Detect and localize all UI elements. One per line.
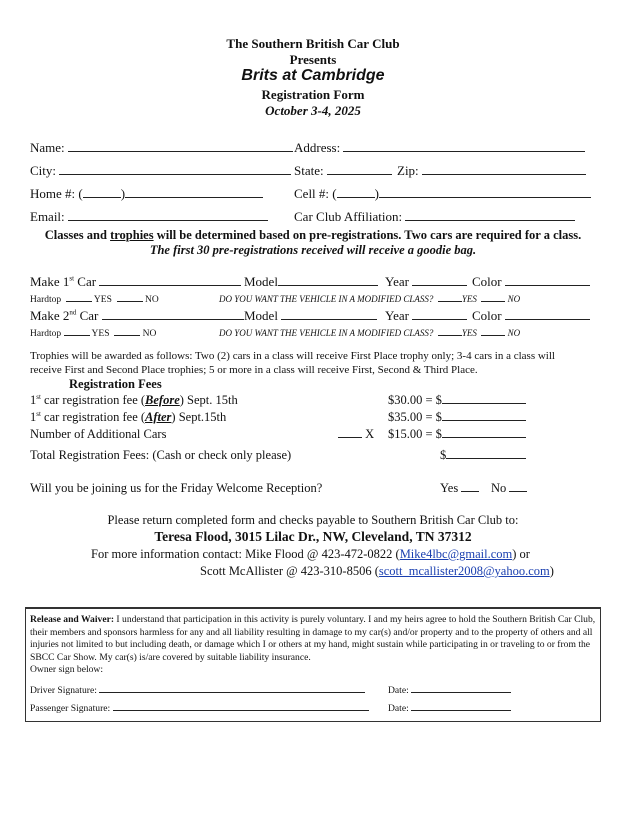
reception-question: Will you be joining us for the Friday Welcome Reception? [30, 481, 323, 495]
additional-cars-label: Number of Additional Cars [30, 427, 167, 441]
car1-hardtop-label: Hardtop [30, 295, 62, 305]
car1-car-label: Car [74, 274, 97, 289]
fee-after-mid: car registration fee ( [40, 410, 146, 425]
car2-color-field[interactable] [472, 308, 590, 324]
driver-signature-field[interactable] [30, 684, 365, 696]
car2-hardtop-label: Hardtop [30, 329, 62, 339]
waiver-text [30, 614, 596, 677]
car2-hardtop-no: NO [142, 329, 157, 339]
fee-after-sup: st [36, 410, 41, 418]
car1-hardtop-yes-blank[interactable] [66, 291, 92, 302]
return-instructions: Please return completed form and checks payable to Southern British Car Club to: [107, 513, 519, 527]
club-name: The Southern British Car Club [226, 36, 400, 51]
contact-1-post: ) or [512, 547, 530, 561]
fee-after-amount[interactable] [388, 410, 526, 425]
reception-no[interactable] [491, 481, 527, 496]
car1-year-label: Year [385, 274, 409, 289]
affiliation-field[interactable] [294, 209, 575, 225]
affiliation-label: Car Club Affiliation: [294, 209, 403, 224]
fee-before-mid: car registration fee ( [40, 393, 146, 408]
presents-text: Presents [289, 52, 337, 67]
car1-make-field[interactable] [30, 274, 241, 290]
city-field[interactable] [30, 163, 291, 179]
passenger-date-field[interactable] [388, 702, 511, 714]
email-field[interactable] [30, 209, 268, 225]
total-fees-dollar: $ [440, 448, 447, 462]
car1-modified-question [219, 291, 520, 304]
car1-model-label: Model [244, 274, 278, 289]
car2-modified-no: NO [507, 328, 521, 338]
car2-hardtop-yes: YES [91, 329, 110, 339]
reception-yes[interactable] [440, 481, 479, 496]
event-dates: October 3-4, 2025 [265, 103, 361, 118]
fee-before-amount-text: $30.00 = $ [388, 393, 442, 407]
car1-sup: st [69, 274, 75, 283]
car1-modified-no-blank[interactable] [481, 291, 505, 302]
fee-before-keyword: Before [145, 393, 180, 408]
state-field[interactable] [294, 163, 392, 179]
fee-before-amount[interactable] [388, 393, 526, 408]
name-label: Name: [30, 140, 65, 155]
fee-after-pre: 1 [30, 410, 37, 425]
car1-color-field[interactable] [472, 274, 590, 290]
trophies-line-1: Trophies will be awarded as follows: Two (2) cars in a class will receive First Place trophy only; 3-4 cars in a class will [30, 350, 555, 362]
car2-year-label: Year [385, 308, 409, 323]
trophies-word: trophies [110, 228, 154, 242]
address-label: Address: [294, 140, 341, 155]
passenger-signature-field[interactable] [30, 702, 369, 714]
car1-modified-yes-blank[interactable] [438, 291, 462, 302]
car2-hardtop-row [30, 325, 156, 339]
car1-model-field[interactable] [244, 274, 378, 290]
fee-after-keyword: After [145, 410, 172, 425]
car2-hardtop-yes-blank[interactable] [64, 325, 90, 336]
goodie-bag-note: The first 30 pre-registrations received will receive a goodie bag. [149, 243, 477, 257]
car2-make-label: Make 2 [30, 308, 70, 323]
contact-2-text: Scott McAllister @ 423-310-8506 ( [200, 564, 379, 578]
classes-note-part2: will be determined based on pre-registrations. Two cars are required for a class. [153, 228, 582, 242]
fee-after-post: ) Sept.15th [171, 410, 227, 425]
car1-make-label: Make 1 [30, 274, 70, 289]
car1-modified-question-text: DO YOU WANT THE VEHICLE IN A MODIFIED CLASS? [219, 294, 434, 304]
fee-after-label [30, 410, 226, 425]
additional-cars-amount[interactable] [388, 427, 526, 442]
car1-hardtop-yes: YES [93, 295, 112, 305]
contact-1-text: For more information contact: Mike Flood @ 423-472-0822 ( [91, 547, 400, 561]
contact-2-post: ) [549, 564, 554, 578]
driver-date-field[interactable] [388, 684, 511, 696]
email-label: Email: [30, 209, 65, 224]
contact-line-2 [200, 564, 554, 579]
car2-year-field[interactable] [385, 308, 467, 324]
car2-model-field[interactable] [244, 308, 377, 324]
return-address: Teresa Flood, 3015 Lilac Dr., NW, Cleveland, TN 37312 [154, 529, 472, 544]
home-phone-label: Home #: ( [30, 186, 83, 201]
zip-label: Zip: [397, 163, 419, 178]
cell-phone-field[interactable]: Cell #: ( ) [294, 186, 591, 202]
total-fees-amount[interactable] [440, 448, 526, 463]
car2-model-label: Model [244, 308, 278, 323]
fee-before-pre: 1 [30, 393, 37, 408]
event-title: Brits at Cambridge [241, 67, 385, 84]
passenger-signature-label: Passenger Signature: [30, 703, 111, 714]
fee-before-label [30, 393, 238, 408]
car2-car-label: Car [76, 308, 99, 323]
city-label: City: [30, 163, 57, 178]
contact-2-email-link[interactable]: scott_mcallister2008@yahoo.com [378, 564, 550, 578]
car1-color-label: Color [472, 274, 502, 289]
car2-modified-yes-blank[interactable] [438, 325, 462, 336]
fee-after-amount-text: $35.00 = $ [388, 410, 442, 424]
car2-modified-question [219, 325, 520, 338]
car1-year-field[interactable] [385, 274, 467, 290]
car2-modified-question-text: DO YOU WANT THE VEHICLE IN A MODIFIED CLASS? [219, 328, 434, 338]
state-label: State: [294, 163, 324, 178]
car1-modified-yes: YES [461, 294, 477, 304]
car2-sup: nd [69, 308, 77, 317]
fee-before-post: ) Sept. 15th [179, 393, 238, 408]
fees-heading: Registration Fees [69, 377, 162, 391]
additional-cars-x: X [365, 427, 375, 441]
owner-sign-label: Owner sign below: [30, 664, 104, 675]
additional-cars-count[interactable] [338, 427, 374, 442]
car1-hardtop-no: NO [145, 295, 159, 305]
zip-field[interactable] [397, 163, 586, 179]
cell-phone-label: Cell #: ( [294, 186, 337, 201]
address-field[interactable] [294, 140, 585, 156]
car2-hardtop-no-blank[interactable] [114, 325, 140, 336]
classes-note-part1: Classes and [44, 228, 111, 242]
fee-before-sup: st [36, 393, 41, 401]
driver-signature-label: Driver Signature: [30, 685, 97, 696]
trophies-line-2: receive First and Second Place trophies; 5 or more in a class will receive First, Second & Third Place. [30, 364, 478, 376]
waiver-title: Release and Waiver: [30, 614, 115, 625]
contact-1-email-link[interactable]: Mike4lbc@gmail.com [399, 547, 513, 561]
car2-modified-yes: YES [461, 328, 477, 338]
car1-hardtop-no-blank[interactable] [117, 291, 143, 302]
reception-no-label: No [491, 481, 507, 495]
home-phone-field[interactable]: Home #: ( ) [30, 186, 263, 202]
driver-date-label: Date: [388, 685, 409, 696]
waiver-body: I understand that participation in this activity is purely voluntary. I and my heirs agree to hold the Southern British Car Club, their members and sponsors harmless for any and all liability resulting in damage to my car(s) and/or property and to the property of others and all injuries not limited to but including death, or damage which I or others at my hand, might sustain while participating in or traveling to or from the SBCC Car Show. My car(s) is/are covered by suitable liability insurance. [30, 614, 596, 663]
additional-cars-amount-text: $15.00 = $ [388, 427, 442, 441]
car1-modified-no: NO [507, 294, 521, 304]
name-field[interactable] [30, 140, 293, 156]
car2-color-label: Color [472, 308, 502, 323]
car1-hardtop-row [30, 291, 159, 305]
classes-note [0, 228, 626, 243]
total-fees-label: Total Registration Fees: (Cash or check only please) [30, 448, 292, 462]
car2-make-field[interactable] [30, 308, 244, 324]
form-title: Registration Form [261, 87, 365, 102]
reception-yes-label: Yes [440, 481, 459, 495]
passenger-date-label: Date: [388, 703, 409, 714]
contact-line-1 [91, 547, 530, 562]
car2-modified-no-blank[interactable] [481, 325, 505, 336]
